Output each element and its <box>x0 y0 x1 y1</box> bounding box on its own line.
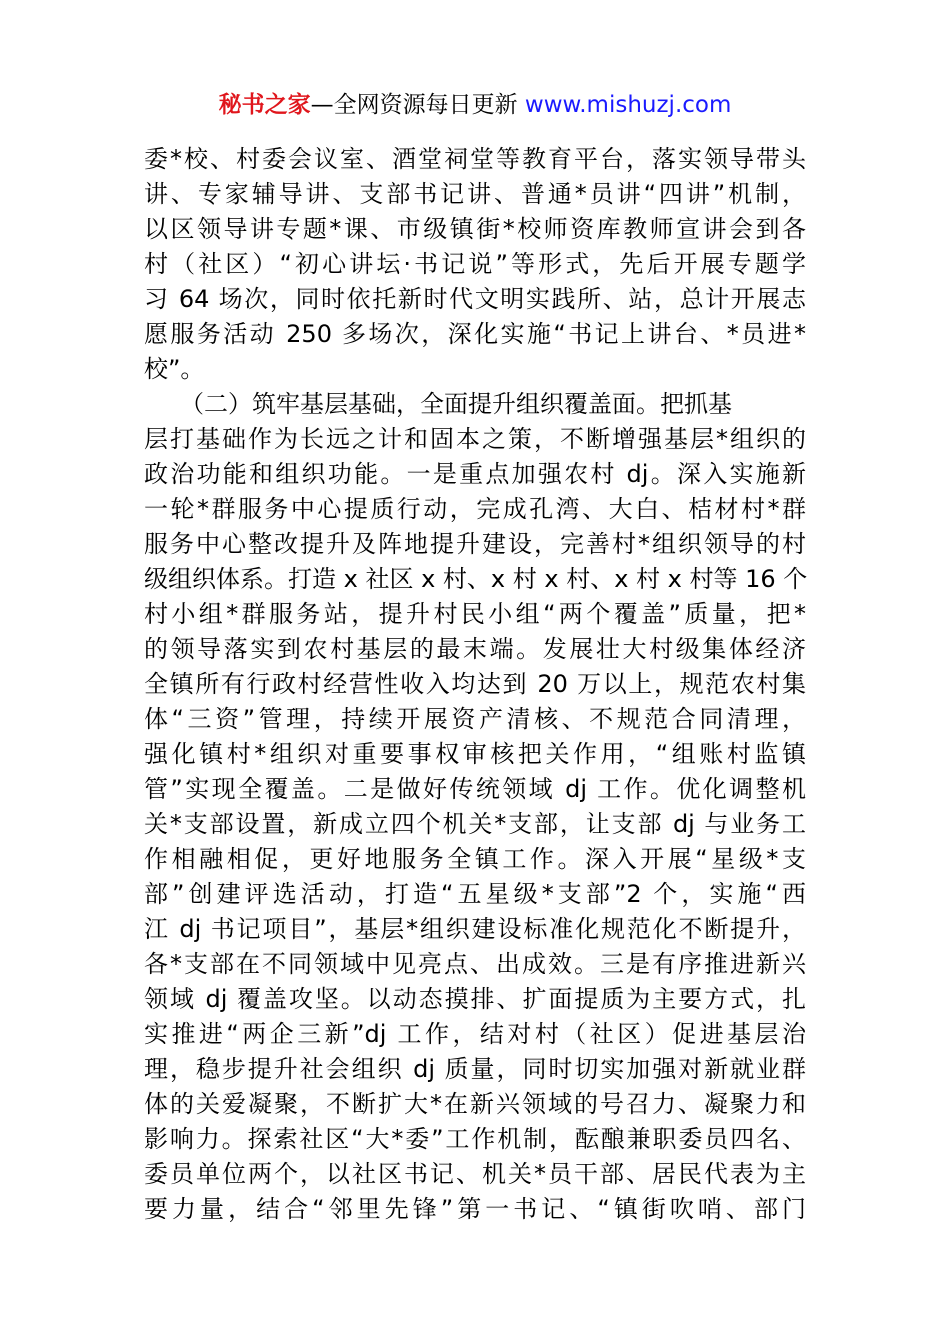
text-line: 委员单位两个，以社区书记、机关*员干部、居民代表为主 <box>144 1160 806 1188</box>
site-header <box>0 88 950 122</box>
document-body <box>144 142 806 1227</box>
text-line: 以区领导讲专题*课、市级镇街*校师资库教师宣讲会到各 <box>144 215 806 243</box>
text-line: 愿服务活动 250 多场次，深化实施“书记上讲台、*员进* <box>144 320 806 348</box>
text-line: 体的关爱凝聚，不断扩大*在新兴领域的号召力、凝聚力和 <box>144 1090 806 1118</box>
text-line: 实推进“两企三新”dj 工作，结对村（社区）促进基层治 <box>144 1020 806 1048</box>
text-line: 关*支部设置，新成立四个机关*支部，让支部 dj 与业务工 <box>144 810 806 838</box>
text-line: 体“三资”管理，持续开展资产清核、不规范合同清理， <box>144 705 806 733</box>
text-line: 强化镇村*组织对重要事权审核把关作用，“组账村监镇 <box>144 740 806 768</box>
text-line: 的领导落实到农村基层的最末端。发展壮大村级集体经济 <box>144 635 806 663</box>
text-line: 部”创建评选活动，打造“五星级*支部”2 个，实施“西 <box>144 880 806 908</box>
site-url-link[interactable]: www.mishuzj.com <box>524 92 732 118</box>
text-line: 讲、专家辅导讲、支部书记讲、普通*员讲“四讲”机制， <box>144 180 806 208</box>
text-line: 各*支部在不同领域中见亮点、出成效。三是有序推进新兴 <box>144 950 806 978</box>
brand-name: 秘书之家 <box>218 92 311 118</box>
text-line: 村小组*群服务站，提升村民小组“两个覆盖”质量，把* <box>144 600 806 628</box>
text-line: 管”实现全覆盖。二是做好传统领域 dj 工作。优化调整机 <box>144 775 806 803</box>
text-line: 习 64 场次，同时依托新时代文明实践所、站，总计开展志 <box>144 285 806 313</box>
paragraph-2 <box>144 387 806 1227</box>
text-line: 江 dj 书记项目”，基层*组织建设标准化规范化不断提升， <box>144 915 806 943</box>
text-line: 作相融相促，更好地服务全镇工作。深入开展“星级*支 <box>144 845 806 873</box>
text-line: 理，稳步提升社会组织 dj 质量，同时切实加强对新就业群 <box>144 1055 806 1083</box>
text-line: 影响力。探索社区“大*委”工作机制，酝酿兼职委员四名、 <box>144 1125 806 1153</box>
text-line: 领域 dj 覆盖攻坚。以动态摸排、扩面提质为主要方式，扎 <box>144 985 806 1013</box>
text-line: 全镇所有行政村经营性收入均达到 20 万以上，规范农村集 <box>144 670 806 698</box>
text-line: 服务中心整改提升及阵地提升建设，完善村*组织领导的村 <box>144 530 806 558</box>
text-line: 层打基础作为长远之计和固本之策，不断增强基层*组织的 <box>144 425 806 453</box>
text-line: 要力量，结合“邻里先锋”第一书记、“镇街吹哨、部门 <box>144 1195 806 1223</box>
section-heading-line: （二）筑牢基层基础，全面提升组织覆盖面。把抓基 <box>144 390 732 418</box>
text-line: 委*校、村委会议室、酒堂祠堂等教育平台，落实领导带头 <box>144 145 806 173</box>
text-line: 一轮*群服务中心提质行动，完成孔湾、大白、桔材村*群 <box>144 495 806 523</box>
text-line: 村（社区）“初心讲坛·书记说”等形式，先后开展专题学 <box>144 250 806 278</box>
text-line: 政治功能和组织功能。一是重点加强农村 dj。深入实施新 <box>144 460 806 488</box>
header-tagline: —全网资源每日更新 <box>310 92 518 118</box>
text-line: 级组织体系。打造 x 社区 x 村、x 村 x 村、x 村 x 村等 16 个 <box>144 565 808 593</box>
paragraph-1 <box>144 142 806 387</box>
text-line: 校”。 <box>144 355 205 383</box>
